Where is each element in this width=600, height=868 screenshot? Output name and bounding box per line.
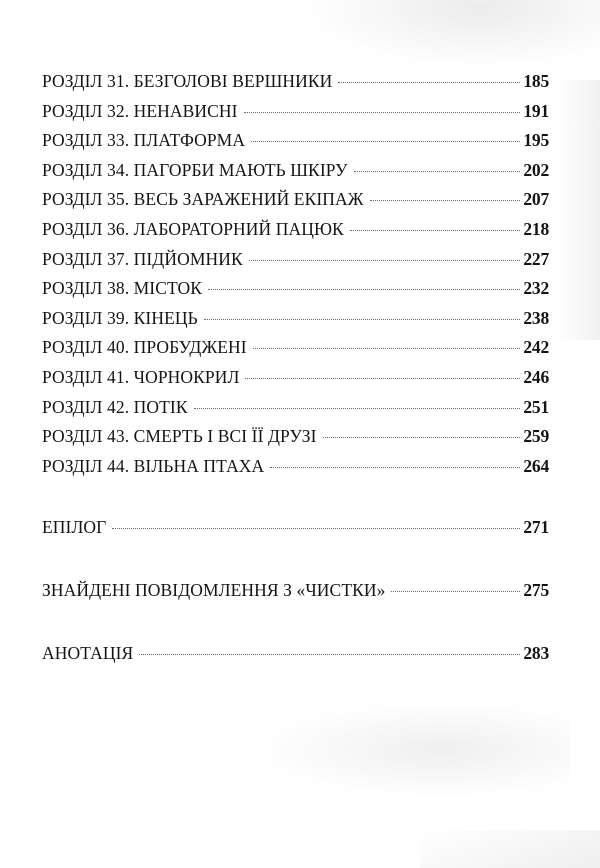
- toc-entry-page: 283: [523, 642, 549, 663]
- scan-shading: [420, 830, 600, 868]
- toc-entry-title: РОЗДІЛ 33. ПЛАТФОРМА: [42, 130, 246, 151]
- toc-entry-title: ЗНАЙДЕНІ ПОВІДОМЛЕННЯ З «ЧИСТКИ»: [42, 579, 386, 600]
- dot-leader: [139, 654, 520, 655]
- toc-entry-title: РОЗДІЛ 36. ЛАБОРАТОРНИЙ ПАЦЮК: [42, 218, 344, 239]
- toc-entry-found-messages[interactable]: [42, 580, 549, 610]
- toc-entry-title: РОЗДІЛ 42. ПОТІК: [42, 396, 188, 417]
- toc-entry-page: 207: [523, 189, 549, 210]
- dot-leader: [249, 260, 521, 261]
- toc-entry-page: 259: [523, 426, 549, 447]
- dot-leader: [194, 408, 521, 409]
- dot-leader: [244, 112, 521, 113]
- toc-entry-chapter-42[interactable]: [42, 397, 549, 427]
- toc-entry-page: 242: [523, 337, 549, 358]
- toc-entry-chapter-34[interactable]: [42, 160, 549, 190]
- scan-shading: [300, 0, 600, 70]
- toc-entry-chapter-39[interactable]: [42, 308, 549, 338]
- toc-entry-title: РОЗДІЛ 37. ПІДЙОМНИК: [42, 248, 243, 269]
- dot-leader: [270, 467, 520, 468]
- toc-entry-chapter-31[interactable]: [42, 71, 549, 101]
- toc-entry-chapter-32[interactable]: [42, 101, 549, 131]
- toc-entry-page: 275: [523, 579, 549, 600]
- toc-entry-page: 232: [523, 278, 549, 299]
- toc-entry-chapter-35[interactable]: [42, 189, 549, 219]
- toc-entry-title: РОЗДІЛ 39. КІНЕЦЬ: [42, 307, 198, 328]
- toc-entry-title: РОЗДІЛ 31. БЕЗГОЛОВІ ВЕРШНИКИ: [42, 71, 333, 91]
- toc-entry-page: 191: [523, 100, 549, 121]
- dot-leader: [323, 437, 521, 438]
- toc-entry-chapter-44[interactable]: [42, 456, 549, 486]
- toc-entry-page: 271: [523, 517, 549, 538]
- toc-entry-title: АНОТАЦІЯ: [42, 642, 134, 663]
- toc-entry-title: РОЗДІЛ 32. НЕНАВИСНІ: [42, 100, 238, 121]
- scan-shading: [250, 700, 570, 800]
- toc-entry-page: 251: [523, 396, 549, 417]
- toc-entry-page: 202: [523, 159, 549, 180]
- toc-entry-chapter-37[interactable]: [42, 249, 549, 279]
- dot-leader: [251, 141, 520, 142]
- toc-entry-page: 264: [523, 455, 549, 476]
- toc-entry-chapter-43[interactable]: [42, 426, 549, 456]
- toc-entry-title: РОЗДІЛ 43. СМЕРТЬ І ВСІ ЇЇ ДРУЗІ: [42, 426, 317, 447]
- dot-leader: [253, 348, 521, 349]
- dot-leader: [370, 200, 521, 201]
- toc-entry-title: ЕПІЛОГ: [42, 517, 107, 538]
- toc-entry-page: 218: [523, 218, 549, 239]
- toc-entry-title: РОЗДІЛ 34. ПАГОРБИ МАЮТЬ ШКІРУ: [42, 159, 348, 180]
- toc-entry-title: РОЗДІЛ 41. ЧОРНОКРИЛ: [42, 366, 240, 387]
- toc-entry-chapter-36[interactable]: [42, 219, 549, 249]
- toc-entry-page: 185: [523, 71, 549, 91]
- dot-leader: [338, 82, 520, 83]
- toc-entry-title: РОЗДІЛ 35. ВЕСЬ ЗАРАЖЕНИЙ ЕКІПАЖ: [42, 189, 364, 210]
- toc-entry-chapter-40[interactable]: [42, 337, 549, 367]
- toc-entry-epilogue[interactable]: [42, 517, 549, 547]
- dot-leader: [204, 319, 521, 320]
- dot-leader: [354, 171, 521, 172]
- toc-entry-page: 195: [523, 130, 549, 151]
- dot-leader: [245, 378, 520, 379]
- toc-entry-annotation[interactable]: [42, 643, 549, 673]
- table-of-contents: [42, 71, 549, 672]
- toc-entry-page: 227: [523, 248, 549, 269]
- scan-shading: [555, 80, 600, 340]
- toc-entry-title: РОЗДІЛ 38. МІСТОК: [42, 278, 203, 299]
- dot-leader: [112, 528, 520, 529]
- toc-entry-page: 238: [523, 307, 549, 328]
- dot-leader: [391, 591, 520, 592]
- toc-entry-chapter-33[interactable]: [42, 130, 549, 160]
- toc-entry-title: РОЗДІЛ 40. ПРОБУДЖЕНІ: [42, 337, 247, 358]
- dot-leader: [208, 289, 520, 290]
- toc-entry-chapter-38[interactable]: [42, 278, 549, 308]
- toc-entry-chapter-41[interactable]: [42, 367, 549, 397]
- toc-entry-page: 246: [523, 366, 549, 387]
- dot-leader: [350, 230, 521, 231]
- toc-entry-title: РОЗДІЛ 44. ВІЛЬНА ПТАХА: [42, 455, 265, 476]
